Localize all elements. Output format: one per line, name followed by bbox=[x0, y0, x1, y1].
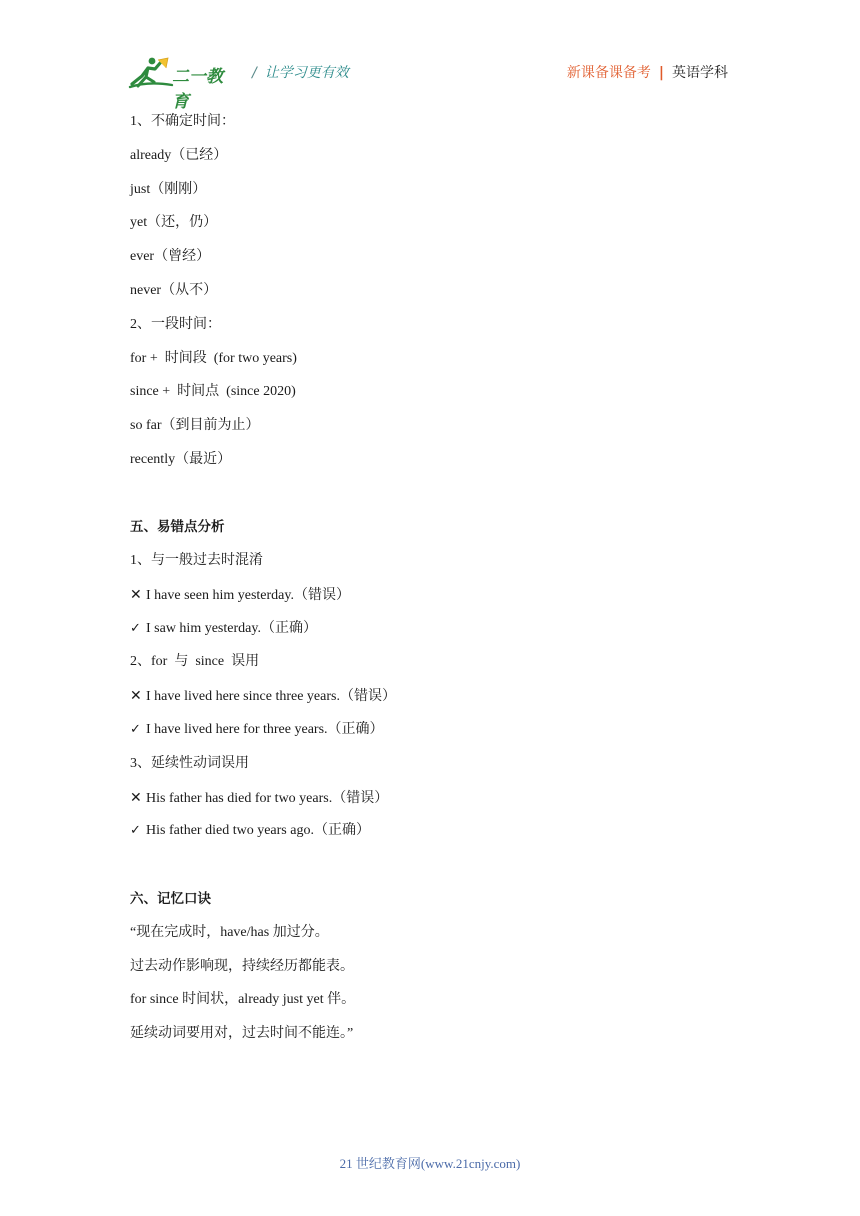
wrong-example-text: His father has died for two years.（错误） bbox=[146, 791, 389, 806]
error-subheading: 1、与一般过去时混淆 bbox=[130, 553, 263, 568]
cross-icon: ✕ bbox=[130, 587, 142, 603]
right-example-text: His father died two years ago.（正确） bbox=[146, 823, 370, 838]
check-icon: ✓ bbox=[130, 722, 141, 737]
cross-icon: ✕ bbox=[130, 688, 142, 704]
mnemonic-line: “现在完成时，have/has 加过分。 bbox=[130, 925, 329, 940]
list-item: yet（还，仍） bbox=[130, 215, 218, 230]
section-heading-mnemonic: 六、记忆口诀 bbox=[130, 891, 211, 907]
slogan-slash: / bbox=[252, 65, 257, 81]
header-tags bbox=[567, 62, 728, 82]
subheading-uncertain-time: 1、不确定时间： bbox=[130, 114, 235, 129]
mnemonic-line: 延续动词要用对，过去时间不能连。” bbox=[130, 1026, 354, 1041]
list-item: already（已经） bbox=[130, 148, 228, 163]
section-heading-common-errors: 五、易错点分析 bbox=[130, 519, 225, 535]
slogan-text: 让学习更有效 bbox=[264, 65, 349, 81]
tag-course-prep: 新课备课备考 bbox=[566, 65, 651, 81]
list-item: since + 时间点 (since 2020) bbox=[130, 384, 296, 399]
mnemonic-line: for since 时间状，already just yet 伴。 bbox=[130, 992, 356, 1007]
wrong-example bbox=[130, 686, 396, 707]
check-icon: ✓ bbox=[130, 621, 141, 636]
check-icon: ✓ bbox=[130, 823, 141, 838]
cross-icon: ✕ bbox=[130, 790, 142, 806]
slogan bbox=[252, 62, 349, 82]
logo-text: 二一教育 bbox=[172, 67, 223, 112]
right-example bbox=[130, 821, 370, 841]
error-subheading: 3、延续性动词误用 bbox=[130, 756, 249, 771]
right-example-text: I have lived here for three years.（正确） bbox=[146, 722, 384, 737]
wrong-example-text: I have seen him yesterday.（错误） bbox=[146, 588, 350, 603]
subheading-period-time: 2、一段时间： bbox=[130, 317, 221, 332]
right-example-text: I saw him yesterday.（正确） bbox=[146, 621, 317, 636]
wrong-example-text: I have lived here since three years.（错误） bbox=[146, 689, 396, 704]
page-footer: 21 世纪教育网(www.21cnjy.com) bbox=[339, 1156, 521, 1171]
page-header bbox=[128, 52, 728, 112]
right-example bbox=[130, 619, 317, 639]
list-item: just（刚刚） bbox=[130, 182, 207, 197]
wrong-example bbox=[130, 585, 350, 606]
tag-subject: 英语学科 bbox=[672, 65, 728, 81]
right-example bbox=[130, 720, 384, 740]
logo bbox=[128, 56, 238, 112]
list-item: for + 时间段 (for two years) bbox=[130, 351, 297, 366]
mnemonic-line: 过去动作影响现，持续经历都能表。 bbox=[130, 959, 354, 974]
wrong-example bbox=[130, 788, 388, 809]
list-item: so far（到目前为止） bbox=[130, 418, 260, 433]
tag-separator: | bbox=[658, 65, 664, 81]
list-item: never（从不） bbox=[130, 283, 218, 298]
error-subheading: 2、for 与 since 误用 bbox=[130, 654, 260, 669]
list-item: recently（最近） bbox=[130, 452, 232, 467]
list-item: ever（曾经） bbox=[130, 249, 211, 264]
